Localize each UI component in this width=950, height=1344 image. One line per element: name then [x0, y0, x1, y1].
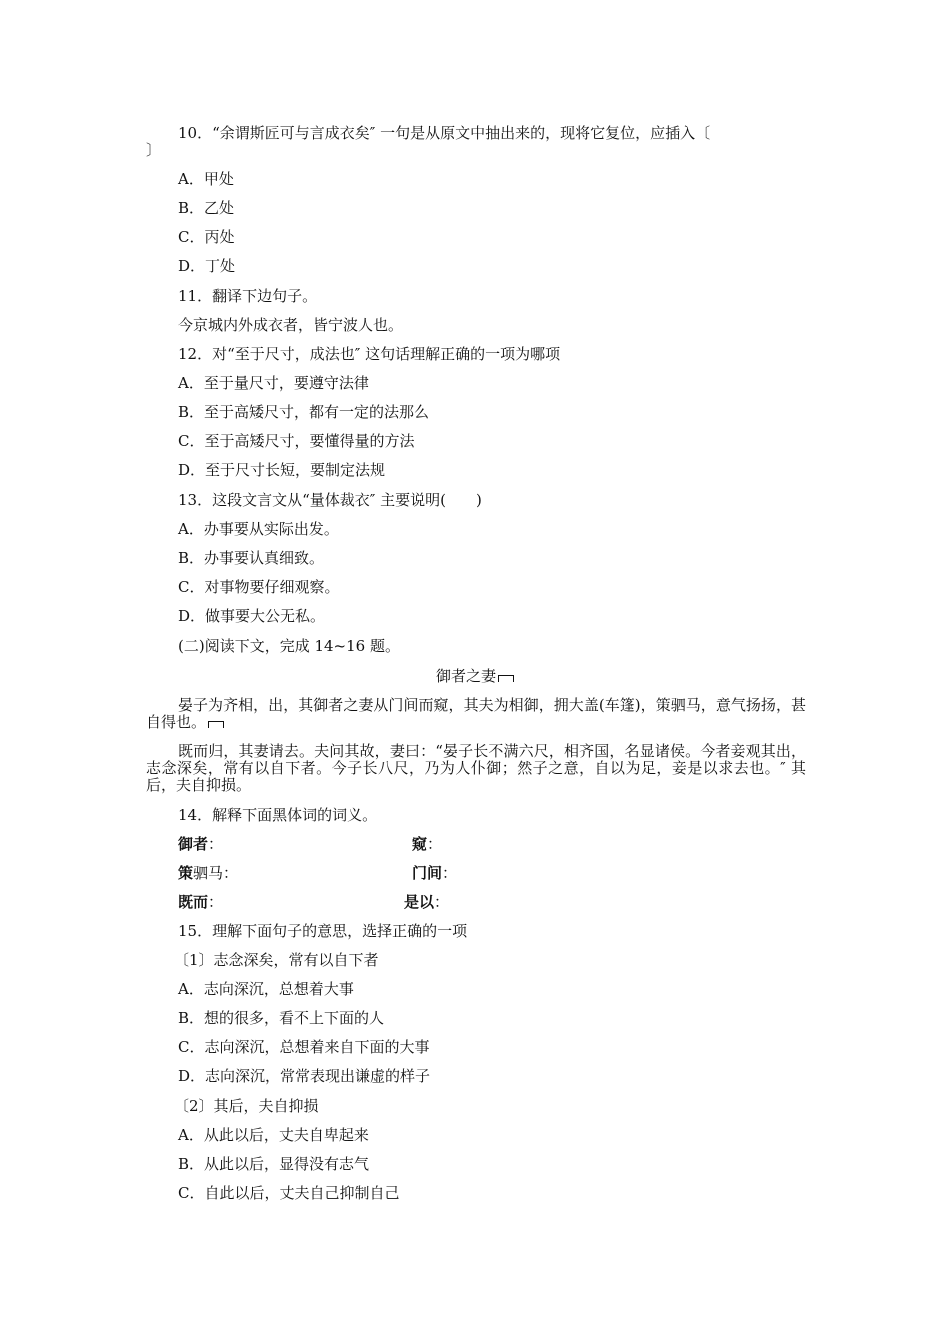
q15-part1-label: 〔1〕志念深矣，常有以自下者 [174, 951, 379, 969]
q10-option-a: A．甲处 [178, 170, 234, 188]
q14-bold-word: 策 [178, 864, 194, 882]
q14-term-6 [404, 893, 449, 911]
section2-heading: (二)阅读下文，完成 14~16 题。 [178, 637, 400, 655]
q14-colon: ： [427, 835, 443, 853]
q14-term-4 [412, 864, 457, 882]
q12-option-d: D．至于尺寸长短，要制定法规 [178, 461, 386, 479]
q14-bold-word: 既而 [178, 893, 209, 911]
q14-colon: ： [434, 893, 450, 911]
q10-option-c: C．丙处 [178, 228, 235, 246]
q10-option-b: B．乙处 [178, 199, 235, 217]
q14-term-3 [178, 864, 238, 882]
q10-option-d: D．丁处 [178, 257, 236, 275]
q12-option-c: C．至于高矮尺寸，要懂得量的方法 [178, 432, 415, 450]
q14-stem: 14．解释下面黑体词的词义。 [178, 806, 378, 824]
q13-option-c: C．对事物要仔细观察。 [178, 578, 340, 596]
passage-title [0, 667, 950, 685]
passage-paragraph-1-text: 晏子为齐相，出，其御者之妻从门间而窥，其夫为相御，拥大盖(车篷)，策驷马，意气扬扬，甚自得也。 [146, 696, 806, 731]
q14-term-2 [412, 835, 442, 853]
passage-paragraph-2: 既而归，其妻请去。夫问其故，妻曰：“晏子长不满六尺，相齐国，名显诸侯。今者妾观其出，志念深矣，常有以自下者。今子长八尺，乃为人仆御；然子之意，自以为足，妾是以求去也。″ 其后，夫自抑损。 [146, 742, 806, 794]
q14-term-1 [178, 835, 223, 853]
placeholder-mark-icon [498, 675, 514, 682]
q10-stem-end: 〕 [146, 141, 162, 159]
q14-colon: ： [208, 893, 224, 911]
q14-bold-word: 御者 [178, 835, 209, 853]
q14-colon: ： [442, 864, 458, 882]
placeholder-mark-icon [208, 721, 224, 728]
q13-option-b: B．办事要认真细致。 [178, 549, 325, 567]
q15-part2-option-c: C．自此以后，丈夫自己抑制自己 [178, 1184, 400, 1202]
q11-sentence: 今京城内外成衣者，皆宁波人也。 [178, 316, 404, 334]
q14-bold-word: 是以 [404, 893, 435, 911]
q14-term-5 [178, 893, 223, 911]
q15-part2-option-a: A．从此以后，丈夫自卑起来 [178, 1126, 369, 1144]
q11-stem: 11．翻译下边句子。 [178, 287, 318, 305]
q13-option-d: D．做事要大公无私。 [178, 607, 326, 625]
q12-option-b: B．至于高矮尺寸，都有一定的法那么 [178, 403, 430, 421]
q15-stem: 15．理解下面句子的意思，选择正确的一项 [178, 922, 468, 940]
q13-stem: 13．这段文言文从“量体裁衣″ 主要说明( ) [178, 491, 482, 509]
q14-bold-word: 窥 [412, 835, 428, 853]
q15-part2-label: 〔2〕其后，夫自抑损 [174, 1097, 319, 1115]
q15-part2-option-b: B．从此以后，显得没有志气 [178, 1155, 370, 1173]
q13-option-a: A．办事要从实际出发。 [178, 520, 339, 538]
q12-stem: 12．对“至于尺寸，成法也″ 这句话理解正确的一项为哪项 [178, 345, 561, 363]
q14-term-rest: 驷马： [193, 864, 239, 882]
q15-part1-option-a: A．志向深沉，总想着大事 [178, 980, 354, 998]
q14-colon: ： [208, 835, 224, 853]
q10-stem: 10．“余谓斯匠可与言成衣矣″ 一句是从原文中抽出来的，现将它复位，应插入〔 [178, 124, 711, 142]
q15-part1-option-d: D．志向深沉，常常表现出谦虚的样子 [178, 1067, 431, 1085]
passage-paragraph-1 [146, 697, 806, 731]
q14-bold-word: 门间 [412, 864, 443, 882]
q15-part1-option-b: B．想的很多，看不上下面的人 [178, 1009, 385, 1027]
q12-option-a: A．至于量尺寸，要遵守法律 [178, 374, 369, 392]
q15-part1-option-c: C．志向深沉，总想着来自下面的大事 [178, 1038, 430, 1056]
passage-title-text: 御者之妻 [435, 667, 496, 685]
